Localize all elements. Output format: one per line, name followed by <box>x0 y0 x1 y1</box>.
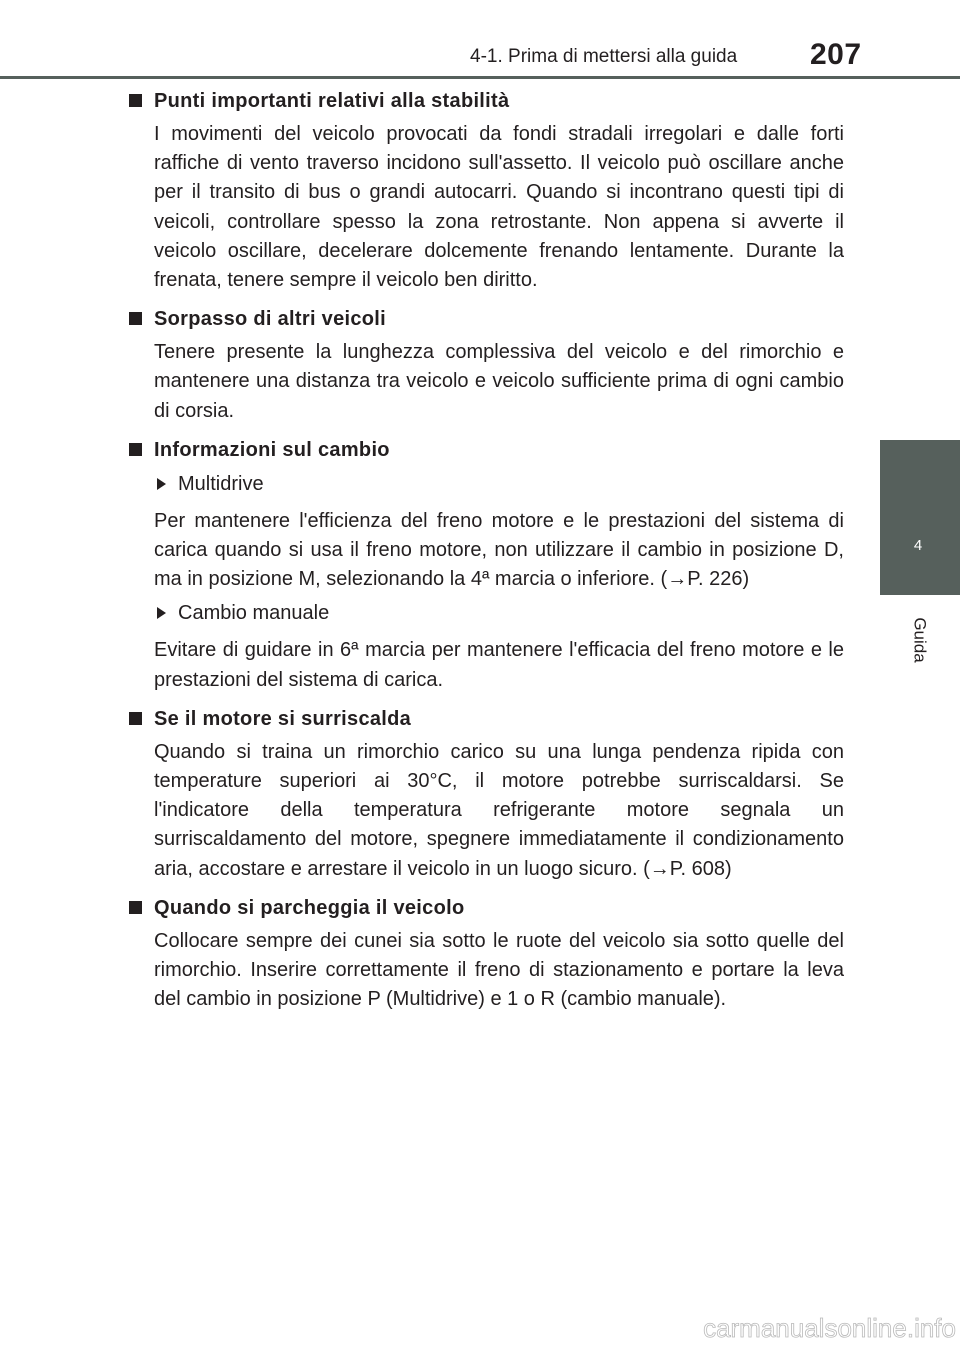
section-paragraph: Per mantenere l'efficienza del freno motore e le prestazioni del sistema di carica quando si usa il freno motore, non utilizzare il cambio in posizione D, ma in posizione M, selezionando la 4ª marcia o inferiore. (→P. 226) <box>154 509 844 591</box>
section-paragraph: Evitare di guidare in 6ª marcia per mantenere l'efficacia del freno motore e le prestazioni del sistema di carica. <box>154 639 844 691</box>
section-heading <box>128 893 844 923</box>
subheading-manual-transmission <box>128 598 844 628</box>
heading-text: Punti importanti relativi alla stabilità <box>154 90 510 112</box>
section-overheating <box>128 704 844 884</box>
subheading-text: Cambio manuale <box>178 602 330 625</box>
square-bullet-icon <box>129 312 142 325</box>
section-overtaking <box>128 304 844 426</box>
section-paragraph: Tenere presente la lunghezza complessiva del veicolo e del rimorchio e mantenere una distanza tra veicolo e veicolo sufficiente prima di ogni cambio di corsia. <box>154 341 844 422</box>
section-paragraph: I movimenti del veicolo provocati da fondi stradali irregolari e dalle forti raffiche di vento traverso incidono sull'assetto. Il veicolo può oscillare anche per il transito di bus o grandi autocarri. Quando si incontrano questi tipi di veicoli, controllare spesso la zona retrostante. Non appena si avverte il veicolo oscillare, decelerare dolcemente frenando lentamente. Durante la frenata, tenere sempre il veicolo ben diritto. <box>154 123 844 292</box>
section-heading <box>128 435 844 465</box>
chapter-number: 4 <box>913 537 923 554</box>
header-divider <box>0 76 960 79</box>
subheading-text: Multidrive <box>178 472 264 495</box>
triangle-bullet-icon <box>157 607 166 619</box>
heading-text: Quando si parcheggia il veicolo <box>154 896 465 919</box>
triangle-bullet-icon <box>157 478 166 490</box>
heading-text: Informazioni sul cambio <box>154 438 390 461</box>
chapter-label-container <box>880 600 960 680</box>
section-paragraph: Quando si traina un rimorchio carico su una lunga pendenza ripida con temperature superiori ai 30°C, il motore potrebbe surriscaldarsi. Se l'indicatore della temperatura refrigerante motore segnala un surriscaldamento del motore, spegnere immediatamente il condizionamento aria, accostare e arrestare il veicolo in un luogo sicuro. (→P. 608) <box>154 740 844 880</box>
square-bullet-icon <box>129 443 142 456</box>
section-parking <box>128 893 844 1015</box>
running-header-section-title: 4-1. Prima di mettersi alla guida <box>470 46 738 67</box>
chapter-side-tab <box>880 440 960 595</box>
watermark-logo <box>600 1313 960 1343</box>
square-bullet-icon <box>129 712 142 725</box>
section-transmission <box>128 435 844 695</box>
section-heading <box>128 704 844 734</box>
subheading-multidrive <box>128 469 844 499</box>
section-heading <box>128 304 844 334</box>
chapter-label: Guida <box>911 617 930 663</box>
heading-text: Se il motore si surriscalda <box>154 707 412 730</box>
svg-text:carmanualsonline.info: carmanualsonline.info <box>703 1313 956 1343</box>
square-bullet-icon <box>129 94 142 107</box>
heading-text: Sorpasso di altri veicoli <box>154 308 387 331</box>
page-body <box>128 86 844 1023</box>
square-bullet-icon <box>129 901 142 914</box>
section-heading <box>128 86 844 116</box>
section-paragraph: Collocare sempre dei cunei sia sotto le ruote del veicolo sia sotto quelle del rimorchio. Inserire correttamente il freno di stazionamento e portare la leva del cambio in posizione P (Multidrive) e 1 o R (cambio manuale). <box>154 929 844 1011</box>
page-number: 207 <box>810 38 862 71</box>
section-stability <box>128 86 844 295</box>
